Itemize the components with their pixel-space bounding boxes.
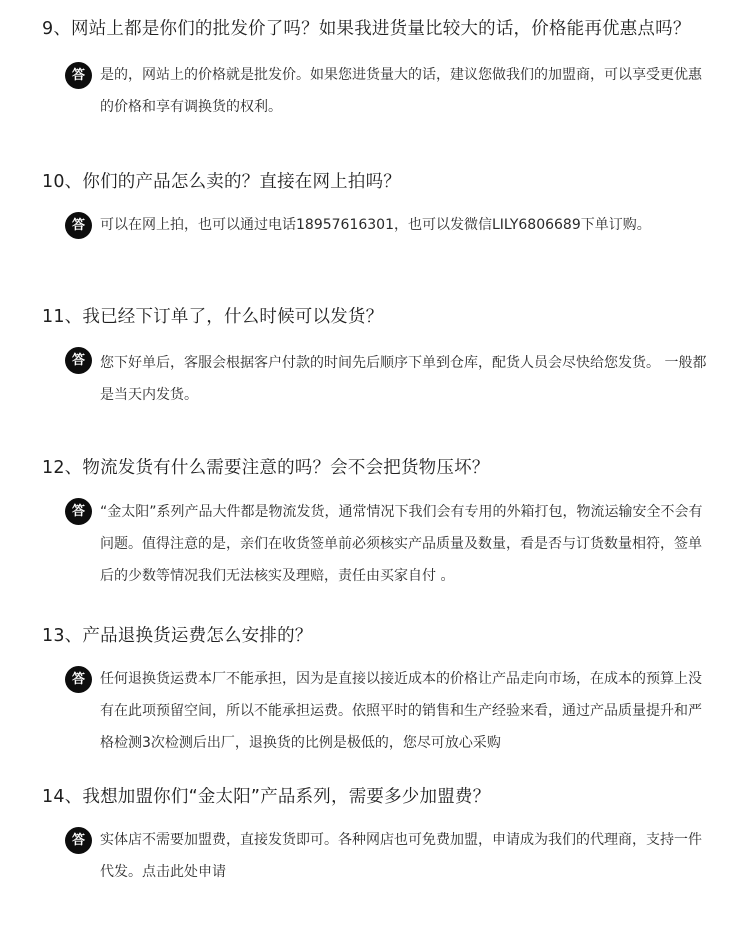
answer-badge-icon: 答 <box>65 62 92 89</box>
faq-answer-text: 是的，网站上的价格就是批发价。如果您进货量大的话，建议您做我们的加盟商，可以享受更优惠的价格和享有调换货的权利。 <box>100 67 702 115</box>
answer-badge-icon: 答 <box>65 212 92 239</box>
answer-badge-icon: 答 <box>65 827 92 854</box>
faq-question: 12、物流发货有什么需要注意的吗？会不会把货物压坏？ <box>42 458 490 478</box>
faq-question: 10、你们的产品怎么卖的？直接在网上拍吗？ <box>42 172 401 192</box>
faq-question: 9、网站上都是你们的批发价了吗？如果我进货量比较大的话，价格能再优惠点吗？ <box>42 19 691 39</box>
answer-badge-icon: 答 <box>65 666 92 693</box>
answer-badge-icon: 答 <box>65 498 92 525</box>
faq-answer-text: 可以在网上拍，也可以通过电话18957616301，也可以发微信LILY6806689下单订购。 <box>100 217 651 233</box>
faq-question: 11、我已经下订单了，什么时候可以发货？ <box>42 307 384 327</box>
faq-answer-text: “金太阳”系列产品大件都是物流发货，通常情况下我们会有专用的外箱打包，物流运输安全不会有问题。值得注意的是，亲们在收货签单前必须核实产品质量及数量，看是否与订货数量相符，签单后的少数等情况我们无法核实及理赔，责任由买家自付 。 <box>100 504 703 584</box>
faq-answer-text: 任何退换货运费本厂不能承担，因为是直接以接近成本的价格让产品走向市场，在成本的预算上没有在此项预留空间，所以不能承担运费。依照平时的销售和生产经验来看，通过产品质量提升和严格检测3次检测后出厂，退换货的比例是极低的，您尽可放心采购 <box>100 671 702 751</box>
faq-answer-text: 您下好单后，客服会根据客户付款的时间先后顺序下单到仓库，配货人员会尽快给您发货。 一般都是当天内发货。 <box>100 355 707 403</box>
faq-question: 14、我想加盟你们“金太阳”产品系列，需要多少加盟费？ <box>42 787 491 807</box>
faq-question: 13、产品退换货运费怎么安排的？ <box>42 626 313 646</box>
faq-answer-text: 实体店不需要加盟费，直接发货即可。各种网店也可免费加盟，申请成为我们的代理商，支持一件代发。点击此处申请 <box>100 832 702 880</box>
answer-badge-icon: 答 <box>65 347 92 374</box>
